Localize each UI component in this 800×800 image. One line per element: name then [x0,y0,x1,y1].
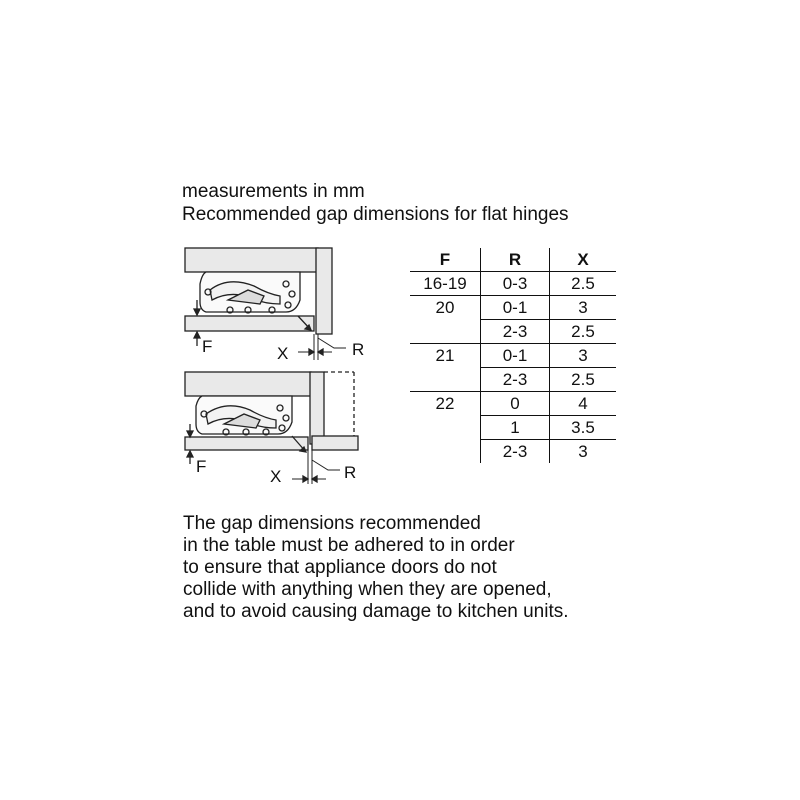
cabinet-panel-top [185,248,318,272]
header [182,180,569,226]
note-line: in the table must be adhered to in order [183,535,515,556]
label-f-bottom: F [196,457,207,476]
cell-f [410,416,481,440]
cabinet-panel-bottom [185,372,311,396]
cell-f: 21 [410,344,481,368]
table-row [410,440,616,464]
gap-dimensions-table [410,248,616,463]
table-row [410,344,616,368]
cell-r: 0-3 [481,272,550,296]
cell-r: 0 [481,392,550,416]
cell-x: 2.5 [550,320,617,344]
table-row [410,272,616,296]
column-header-x: X [550,248,617,272]
door-panel-bottom [185,437,308,450]
note-line: to ensure that appliance doors do not [183,557,497,578]
hinge-diagrams [168,238,408,500]
instruction-note [183,513,569,623]
column-header-f: F [410,248,481,272]
label-f-top: F [202,337,213,356]
cell-f: 20 [410,296,481,320]
cell-x: 3 [578,442,588,461]
table-row [410,392,616,416]
table-row [410,416,616,440]
note-line: collide with anything when they are opened, [183,579,552,600]
label-x-top: X [277,344,289,363]
cell-x: 3 [550,296,617,320]
door-panel-top [185,316,314,331]
column-header-r: R [481,248,550,272]
cell-x: 3.5 [550,416,617,440]
cell-f [410,320,481,344]
cell-x: 2.5 [550,368,617,392]
cell-r: 2-3 [481,440,550,464]
cell-f [410,440,481,464]
note-line: and to avoid causing damage to kitchen units. [183,601,569,622]
cell-f: 22 [410,392,481,416]
cell-f: 16-19 [410,272,481,296]
table-row [410,368,616,392]
table-row [410,320,616,344]
cell-r: 0-1 [481,344,550,368]
table-header-row [410,248,616,272]
cell-x: 2.5 [550,272,617,296]
cell-f [410,368,481,392]
label-r-top: R [352,340,365,359]
table-row [410,296,616,320]
label-r-bottom: R [344,463,357,482]
units-note: measurements in mm [182,181,365,202]
label-x-bottom: X [270,467,282,486]
cell-r: 1 [481,416,550,440]
adjacent-door-bottom [312,436,358,450]
cell-x: 3 [550,344,617,368]
diagram-title: Recommended gap dimensions for flat hinges [182,204,569,225]
side-panel-top [316,248,332,334]
cell-r: 2-3 [481,320,550,344]
cell-r: 0-1 [481,296,550,320]
cell-r: 2-3 [481,368,550,392]
note-line: The gap dimensions recommended [183,513,481,534]
cell-x: 4 [550,392,617,416]
